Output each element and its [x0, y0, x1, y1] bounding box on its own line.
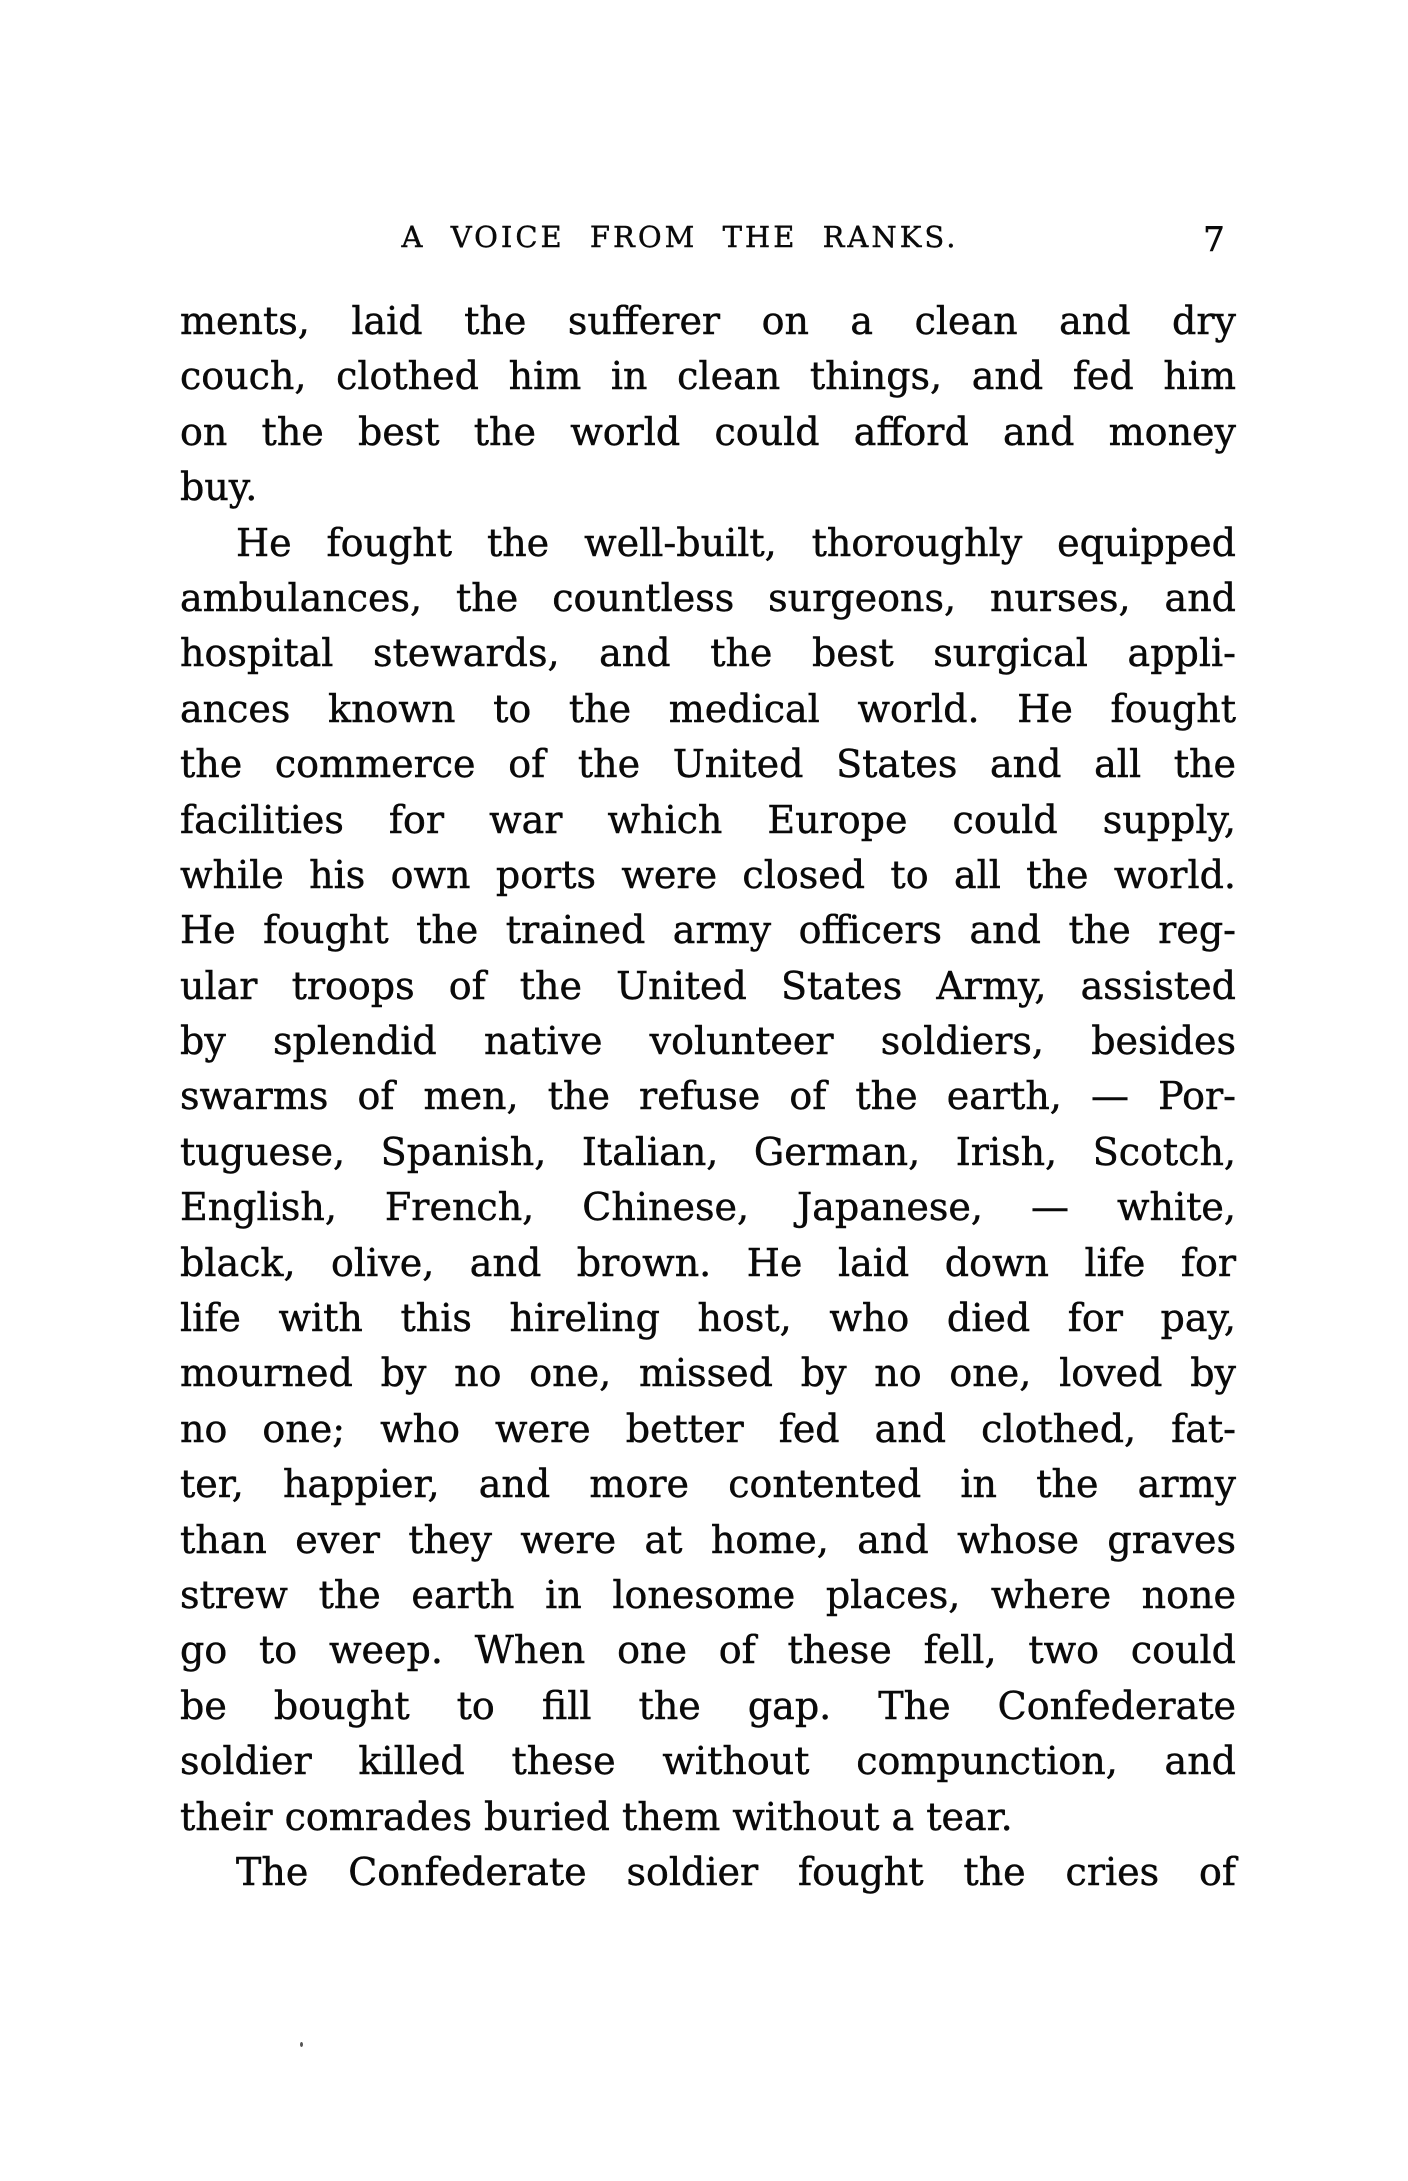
- text-line: ances known to the medical world. He fought: [180, 686, 1236, 731]
- text-line: ments, laid the sufferer on a clean and dry: [180, 299, 1236, 343]
- text-line: buy.: [180, 465, 258, 510]
- text-line: go to weep. When one of these fell, two could: [180, 1628, 1236, 1673]
- text-line: by splendid native volunteer soldiers, besides: [180, 1019, 1236, 1064]
- text-line: tuguese, Spanish, Italian, German, Irish, Scotch,: [180, 1129, 1236, 1174]
- text-line: hospital stewards, and the best surgical appli-: [180, 631, 1236, 676]
- text-line: ambulances, the countless surgeons, nurses, and: [180, 575, 1236, 620]
- text-line: black, olive, and brown. He laid down life for: [180, 1240, 1236, 1285]
- text-line: facilities for war which Europe could supply,: [180, 797, 1236, 842]
- text-line: on the best the world could afford and money: [180, 409, 1236, 454]
- text-line: no one; who were better fed and clothed, fat-: [180, 1406, 1236, 1451]
- text-line: ter, happier, and more contented in the army: [180, 1462, 1236, 1507]
- running-title: A VOICE FROM THE RANKS.: [401, 220, 959, 254]
- page-header: [0, 220, 1408, 268]
- text-line: their comrades buried them without a tear.: [180, 1794, 1013, 1839]
- text-line: English, French, Chinese, Japanese, — white,: [180, 1185, 1236, 1230]
- text-line: couch, clothed him in clean things, and fed him: [180, 354, 1236, 399]
- text-line-paragraph-start: He fought the well-built, thoroughly equipped: [236, 520, 1236, 565]
- text-line: ular troops of the United States Army, assisted: [180, 963, 1236, 1008]
- ink-speck: [300, 2042, 303, 2047]
- text-line: He fought the trained army officers and the reg-: [180, 908, 1236, 953]
- text-line: swarms of men, the refuse of the earth, — Por-: [180, 1074, 1236, 1119]
- text-line: the commerce of the United States and all the: [180, 742, 1236, 787]
- body-text: [180, 294, 1236, 1900]
- text-line: mourned by no one, missed by no one, loved by: [180, 1351, 1236, 1396]
- text-line: life with this hireling host, who died for pay,: [180, 1296, 1236, 1341]
- text-line: while his own ports were closed to all the world.: [180, 852, 1236, 897]
- text-line: than ever they were at home, and whose graves: [180, 1517, 1236, 1562]
- text-line-paragraph-start: The Confederate soldier fought the cries of: [236, 1849, 1236, 1894]
- text-line: strew the earth in lonesome places, where none: [180, 1572, 1236, 1617]
- page-number: 7: [1203, 220, 1225, 260]
- text-line: be bought to fill the gap. The Confederate: [180, 1683, 1236, 1728]
- text-line: soldier killed these without compunction, and: [180, 1739, 1236, 1784]
